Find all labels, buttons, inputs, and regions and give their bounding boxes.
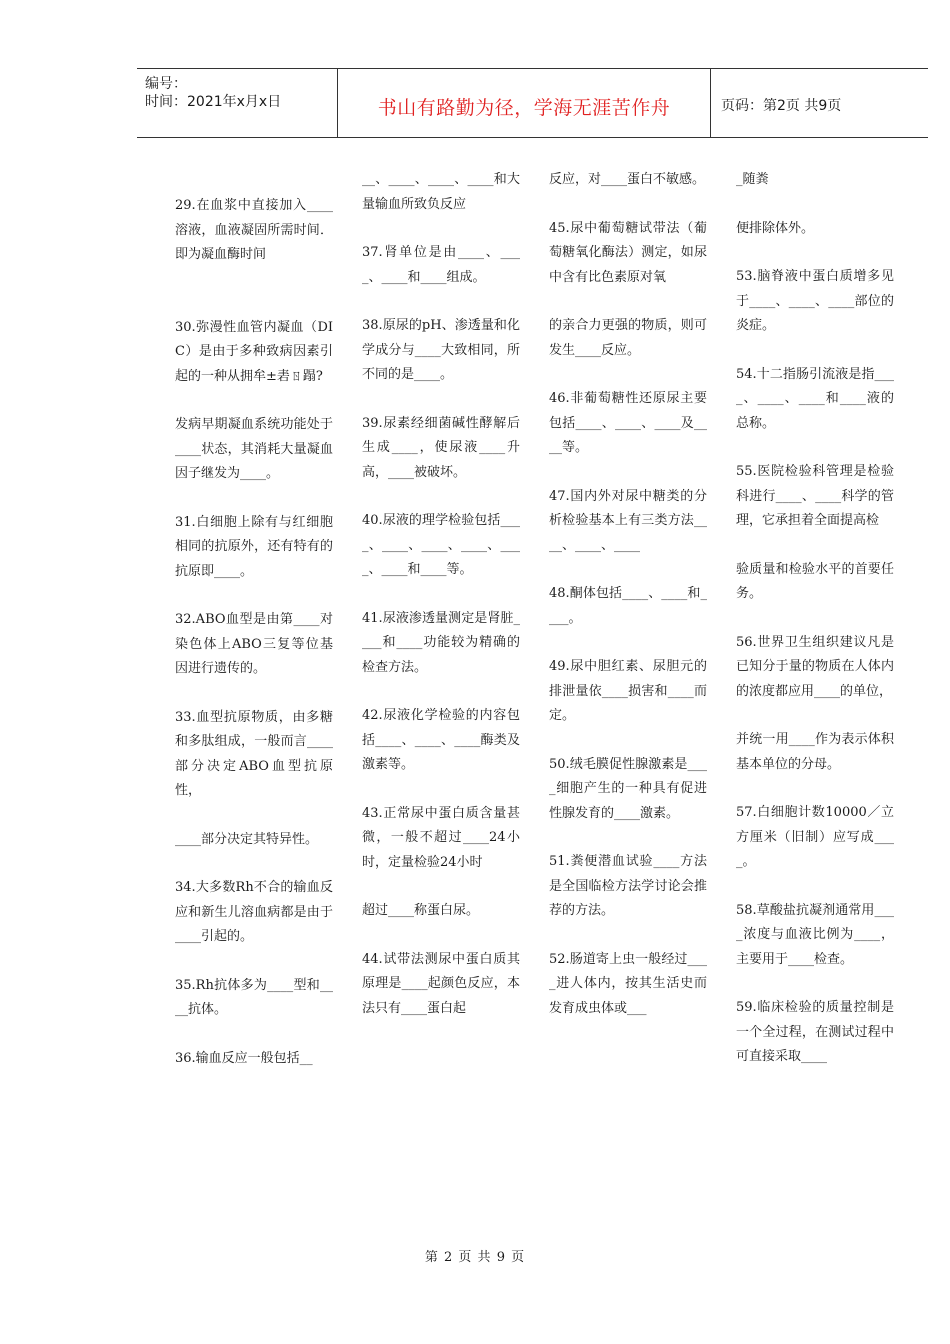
question-56: 56.世界卫生组织建议凡是已知分于量的物质在人体内的浓度都应用____的单位， — [736, 634, 894, 699]
question-45: 45.尿中葡萄糖试带法（葡萄糖氧化酶法）测定，如尿中含有比色素原对氧 — [549, 220, 707, 285]
question-37: 37.肾单位是由____、____、____和____组成。 — [362, 245, 520, 285]
question-36-continued: __、____、____、____和大量输血所致负反应 — [362, 172, 520, 212]
header-motto-cell — [338, 69, 711, 137]
question-54: 54.十二指肠引流液是指____、____、____和____液的总称。 — [736, 366, 894, 431]
question-39: 39.尿素经细菌碱性酵解后生成____，使尿液____升高，____被破坏。 — [362, 415, 520, 480]
header-meta — [137, 69, 338, 137]
question-55-continued: 验质量和检验水平的首要任务。 — [736, 561, 894, 601]
question-55: 55.医院检验科管理是检验科进行____、____科学的管理，它承担着全面提高检 — [736, 464, 894, 528]
question-52-end: 便排除体外。 — [736, 220, 815, 236]
question-43-continued: 超过____称蛋白尿。 — [362, 903, 480, 918]
question-36: 36.输血反应一般包括__ — [175, 1050, 313, 1066]
question-51: 51.粪便潜血试验____方法是全国临检方法学讨论会推荐的方法。 — [549, 854, 707, 918]
question-42: 42.尿液化学检验的内容包括____、____、____酶类及激素等。 — [362, 708, 520, 772]
question-30: 30.弥漫性血管内凝血（DIC）是由于多种致病因素引起的一种从拥牟±砉ㄖ蹋? — [175, 319, 333, 384]
question-44-continued: 反应，对____蛋白不敏感。 — [549, 172, 706, 187]
question-38: 38.原尿的pH、渗透量和化学成分与____大致相同，所不同的是____。 — [362, 318, 520, 382]
page-footer: 第 2 页 共 9 页 — [424, 1250, 526, 1265]
question-59: 59.临床检验的质量控制是一个全过程，在测试过程中可直接采取____ — [736, 1000, 894, 1064]
question-53: 53.脑脊液中蛋白质增多见于____、____、____部位的炎症。 — [736, 269, 894, 333]
question-52: 52.肠道寄上虫一般经过____进人体内，按其生活史而发育成虫体或___ — [549, 951, 707, 1016]
column-1 — [175, 168, 333, 1095]
question-45-continued: 的亲合力更强的物质，则可发生____反应。 — [549, 318, 707, 358]
column-2 — [362, 168, 520, 1045]
question-52-continued: _随粪 — [736, 172, 769, 187]
question-30-continued: 发病早期凝血系统功能处于____状态，其消耗大量凝血因子继发为____。 — [175, 417, 333, 481]
column-3 — [549, 168, 707, 1045]
question-47: 47.国内外对尿中糖类的分析检验基本上有三类方法____、____、____ — [549, 488, 707, 553]
question-35: 35.Rh抗体多为____型和____抗体。 — [175, 977, 333, 1017]
document-date: 时间：2021年x月x日 — [145, 94, 282, 110]
page-header — [137, 68, 928, 138]
question-58: 58.草酸盐抗凝剂通常用____浓度与血液比例为____，主要用于____检查。 — [736, 902, 894, 967]
question-57: 57.白细胞计数10000／立方厘米（旧制）应写成____。 — [736, 805, 894, 869]
header-page-cell — [711, 69, 928, 137]
question-32: 32.ABO血型是由第____对染色体上ABO三复等位基因进行遗传的。 — [175, 612, 333, 676]
question-46: 46.非葡萄糖性还原尿主要包括____、____、____及____等。 — [549, 391, 707, 455]
question-50: 50.绒毛膜促性腺激素是____细胞产生的一种具有促进性腺发育的____激素。 — [549, 756, 707, 821]
question-48: 48.酮体包括____、____和____。 — [549, 586, 707, 626]
question-49: 49.尿中胆红素、尿胆元的排泄量依____损害和____而定。 — [549, 659, 707, 723]
header-page-info: 页码：第2页 共9页 — [721, 98, 842, 114]
question-34: 34.大多数Rh不合的输血反应和新生儿溶血病都是由于____引起的。 — [175, 880, 333, 944]
question-56-continued: 并统一用____作为表示体积基本单位的分母。 — [736, 732, 894, 772]
question-31: 31.白细胞上除有与红细胞相同的抗原外，还有特有的抗原即____。 — [175, 514, 333, 579]
header-motto: 书山有路勤为径，学海无涯苦作舟 — [377, 97, 671, 119]
question-29: 29.在血浆中直接加入____溶液，血液凝固所需时间．即为凝血酶时间 — [175, 198, 333, 262]
column-4 — [736, 168, 894, 1094]
question-40: 40.尿液的理学检验包括____、____、____、____、____、____和____等。 — [362, 513, 520, 577]
question-44: 44.试带法测尿中蛋白质其原理是____起颜色反应，本法只有____蛋白起 — [362, 951, 520, 1016]
document-number: 编号： — [145, 76, 187, 92]
question-33: 33.血型抗原物质，由多糖和多肽组成，一般而言____部分决定ABO血型抗原性， — [175, 709, 333, 798]
question-43: 43.正常尿中蛋白质含量甚微，一般不超过____24小时，定量检验24小时 — [362, 805, 520, 870]
question-33-continued: ____部分决定其特异性。 — [175, 831, 319, 847]
question-41: 41.尿液渗透量测定是肾脏____和____功能较为精确的检查方法。 — [362, 610, 520, 675]
